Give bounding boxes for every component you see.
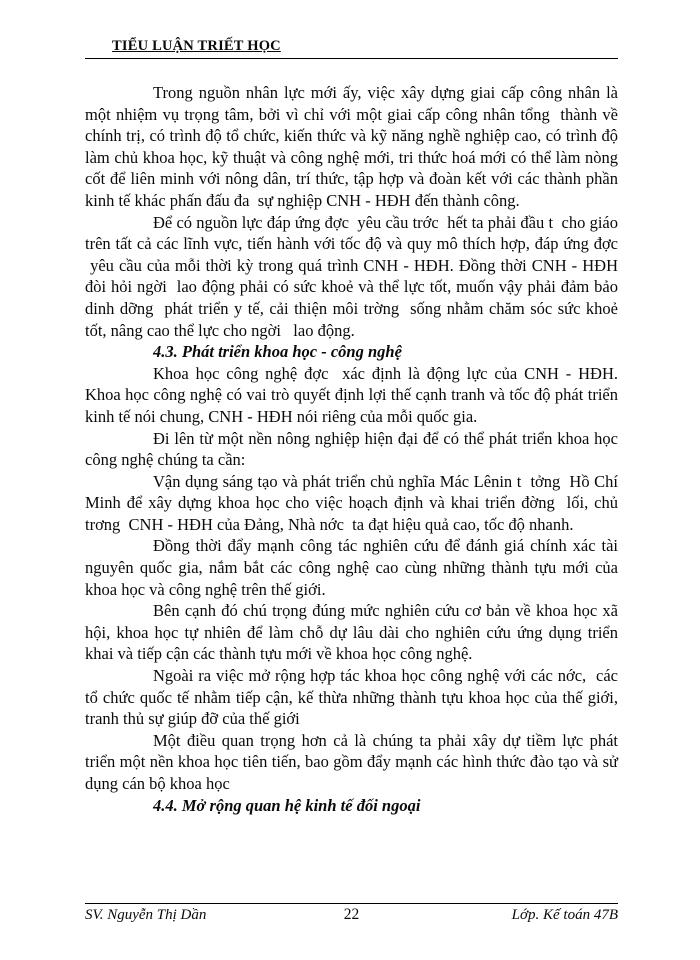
header-title: TIỂU LUẬN TRIẾT HỌC [112, 38, 281, 54]
page-number: 22 [343, 906, 360, 923]
paragraph: Trong nguồn nhân lực mới ấy, việc xây dựng giai cấp công nhân là một nhiệm vụ trọng tâm, bởi vì chỉ với một giai cấp công nhân tổng thành về chính trị, có trình độ tổ chức, kiến thức và kỹ năng nghề nghiệp cao, có trình độ làm chủ khoa học, kỹ thuật và công nghệ mới, tri thức hoá mới có thể làm nòng cốt để liên minh với nông dân, trí thức, tập hợp và đoàn kết với các thành phần kinh tế khác phấn đấu đa sự nghiệp CNH - HĐH đến thành công. [85, 83, 618, 210]
paragraph: Một điều quan trọng hơn cả là chúng ta phải xây dự tiềm lực phát triển một nền khoa học tiên tiến, bao gồm đẩy mạnh các hình thức đào tạo và sử dụng cán bộ khoa học [85, 730, 618, 793]
footer-class-label: Lớp. Kế toán 47B [511, 907, 618, 923]
page-content [85, 38, 618, 816]
paragraph: Đi lên từ một nền nông nghiệp hiện đại để có thể phát triển khoa học công nghệ chúng ta cần: [85, 428, 618, 470]
paragraph: Đồng thời đẩy mạnh công tác nghiên cứu để đánh giá chính xác tài nguyên quốc gia, nắm bắt các công nghệ cao cùng những thành tựu mới của khoa học và công nghệ trên thế giới. [85, 536, 618, 599]
footer-author: SV. Nguyễn Thị Dần [85, 907, 207, 923]
paragraph: Ngoài ra việc mở rộng hợp tác khoa học công nghệ với các nớc, các tổ chức quốc tế nhằm tiếp cận, kế thừa những thành tựu khoa học của thế giới, tranh thủ sự giúp đỡ của thế giới [85, 666, 618, 729]
paragraph: Bên cạnh đó chú trọng đúng mức nghiên cứu cơ bản về khoa học xã hội, khoa học tự nhiên để làm chỗ dự lâu dài cho nghiên cứu ứng dụng triển khai và tiếp cận các thành tựu mới về khoa học công nghệ. [85, 601, 618, 664]
paragraph: Khoa học công nghệ đợc xác định là động lực của CNH - HĐH. Khoa học công nghệ có vai trò quyết định lợi thế cạnh tranh và tốc độ phát triển kinh tế nói chung, CNH - HĐH nói riêng của mỗi quốc gia. [85, 363, 618, 426]
section-heading: 4.3. Phát triển khoa học - công nghệ [153, 342, 402, 362]
page-footer [85, 903, 618, 924]
paragraph: Vận dụng sáng tạo và phát triển chủ nghĩa Mác Lênin t tởng Hồ Chí Minh để xây dựng khoa học cho việc hoạch định và khai triển đờng lối, chủ trơng CNH - HĐH của Đảng, Nhà nớc ta đạt hiệu quả cao, tốc độ nhanh. [85, 471, 618, 534]
document-body [85, 82, 618, 816]
section-heading: 4.4. Mở rộng quan hệ kinh tế đối ngoại [153, 795, 421, 815]
paragraph: Để có nguồn lực đáp ứng đợc yêu cầu trớc hết ta phải đầu t cho giáo trên tất cả các lĩnh vực, tiến hành với tốc độ và quy mô thích hợp, đáp ứng đợc yêu cầu của mỗi thời kỳ trong quá trình CNH - HĐH. Đồng thời CNH - HĐH đòi hỏi ngời lao động phải có sức khoẻ và thể lực tốt, muốn vậy phải đảm bảo dinh dỡng phát triển y tế, cải thiện môi trờng sống nhằm chăm sóc sức khoẻ tốt, nâng cao thể lực cho ngời lao động. [85, 212, 618, 340]
page-header [85, 38, 618, 59]
